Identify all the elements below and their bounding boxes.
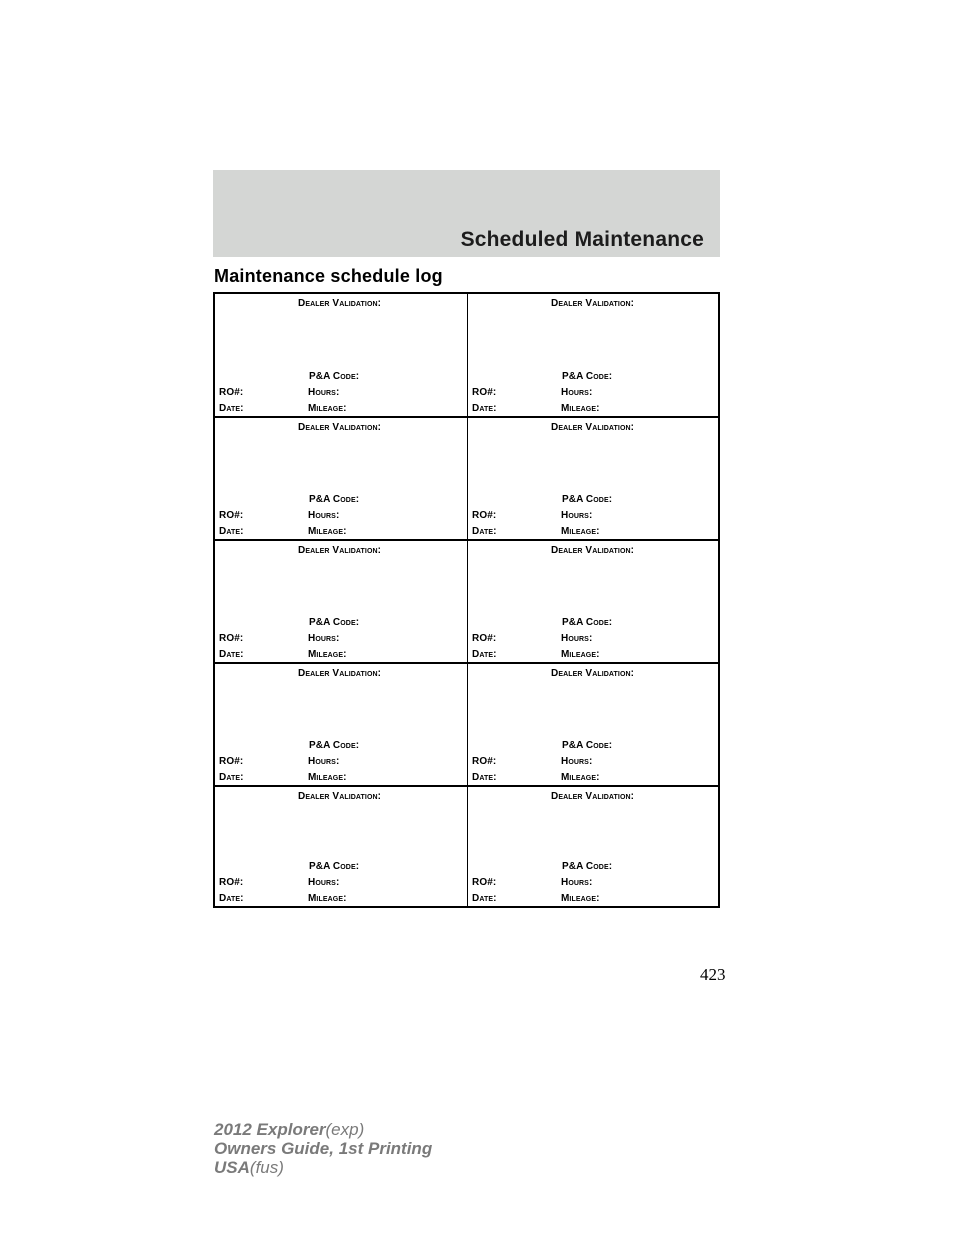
mileage-label: Mileage:: [561, 893, 600, 904]
log-row: [215, 662, 718, 785]
log-row: [215, 539, 718, 662]
date-label: Date:: [219, 526, 244, 537]
footer-printing: Owners Guide, 1st Printing: [214, 1139, 433, 1158]
mileage-label: Mileage:: [561, 649, 600, 660]
footer-model-code: (exp): [325, 1120, 365, 1139]
ro-number-label: RO#:: [472, 510, 497, 521]
hours-label: Hours:: [561, 877, 593, 888]
log-row: [215, 416, 718, 539]
footer-market: USA: [214, 1158, 250, 1177]
log-entry-cell: [468, 418, 720, 539]
dealer-validation-label: Dealer Validation:: [298, 545, 382, 556]
dealer-validation-label: Dealer Validation:: [298, 791, 382, 802]
log-entry-cell: [468, 787, 720, 906]
mileage-label: Mileage:: [561, 772, 600, 783]
dealer-validation-label: Dealer Validation:: [551, 668, 635, 679]
dealer-validation-label: Dealer Validation:: [298, 668, 382, 679]
date-label: Date:: [472, 526, 497, 537]
date-label: Date:: [219, 893, 244, 904]
log-entry-cell: [468, 541, 720, 662]
log-entry-cell: [215, 664, 467, 785]
pa-code-label: P&A Code:: [562, 371, 613, 382]
dealer-validation-label: Dealer Validation:: [551, 298, 635, 309]
mileage-label: Mileage:: [308, 526, 347, 537]
ro-number-label: RO#:: [219, 877, 244, 888]
pa-code-label: P&A Code:: [309, 371, 360, 382]
ro-number-label: RO#:: [472, 633, 497, 644]
hours-label: Hours:: [561, 756, 593, 767]
dealer-validation-label: Dealer Validation:: [551, 545, 635, 556]
pa-code-label: P&A Code:: [309, 861, 360, 872]
mileage-label: Mileage:: [308, 893, 347, 904]
ro-number-label: RO#:: [472, 877, 497, 888]
hours-label: Hours:: [308, 510, 340, 521]
dealer-validation-label: Dealer Validation:: [298, 298, 382, 309]
ro-number-label: RO#:: [219, 633, 244, 644]
ro-number-label: RO#:: [219, 756, 244, 767]
log-entry-cell: [215, 541, 467, 662]
mileage-label: Mileage:: [308, 403, 347, 414]
mileage-label: Mileage:: [561, 403, 600, 414]
ro-number-label: RO#:: [472, 387, 497, 398]
dealer-validation-label: Dealer Validation:: [298, 422, 382, 433]
date-label: Date:: [472, 893, 497, 904]
log-entry-cell: [215, 787, 467, 906]
pa-code-label: P&A Code:: [309, 740, 360, 751]
log-entry-cell: [468, 294, 720, 416]
pa-code-label: P&A Code:: [309, 494, 360, 505]
dealer-validation-label: Dealer Validation:: [551, 791, 635, 802]
hours-label: Hours:: [308, 633, 340, 644]
section-title: Scheduled Maintenance: [460, 228, 704, 251]
hours-label: Hours:: [561, 387, 593, 398]
ro-number-label: RO#:: [219, 510, 244, 521]
footer: [214, 1120, 432, 1177]
hours-label: Hours:: [561, 633, 593, 644]
hours-label: Hours:: [561, 510, 593, 521]
hours-label: Hours:: [308, 756, 340, 767]
hours-label: Hours:: [308, 387, 340, 398]
mileage-label: Mileage:: [561, 526, 600, 537]
log-title: Maintenance schedule log: [214, 266, 443, 286]
pa-code-label: P&A Code:: [562, 861, 613, 872]
footer-model: 2012 Explorer: [214, 1120, 326, 1139]
pa-code-label: P&A Code:: [562, 740, 613, 751]
pa-code-label: P&A Code:: [309, 617, 360, 628]
log-row: [215, 294, 718, 416]
pa-code-label: P&A Code:: [562, 494, 613, 505]
date-label: Date:: [472, 403, 497, 414]
date-label: Date:: [219, 649, 244, 660]
date-label: Date:: [472, 772, 497, 783]
date-label: Date:: [472, 649, 497, 660]
log-row: [215, 785, 718, 906]
dealer-validation-label: Dealer Validation:: [551, 422, 635, 433]
ro-number-label: RO#:: [472, 756, 497, 767]
page-number: 423: [700, 965, 726, 984]
date-label: Date:: [219, 403, 244, 414]
log-entry-cell: [468, 664, 720, 785]
maintenance-log-table: [213, 292, 720, 908]
header-band: [213, 170, 720, 257]
ro-number-label: RO#:: [219, 387, 244, 398]
pa-code-label: P&A Code:: [562, 617, 613, 628]
log-entry-cell: [215, 294, 467, 416]
date-label: Date:: [219, 772, 244, 783]
footer-market-code: (fus): [249, 1158, 284, 1177]
log-entry-cell: [215, 418, 467, 539]
mileage-label: Mileage:: [308, 649, 347, 660]
hours-label: Hours:: [308, 877, 340, 888]
mileage-label: Mileage:: [308, 772, 347, 783]
